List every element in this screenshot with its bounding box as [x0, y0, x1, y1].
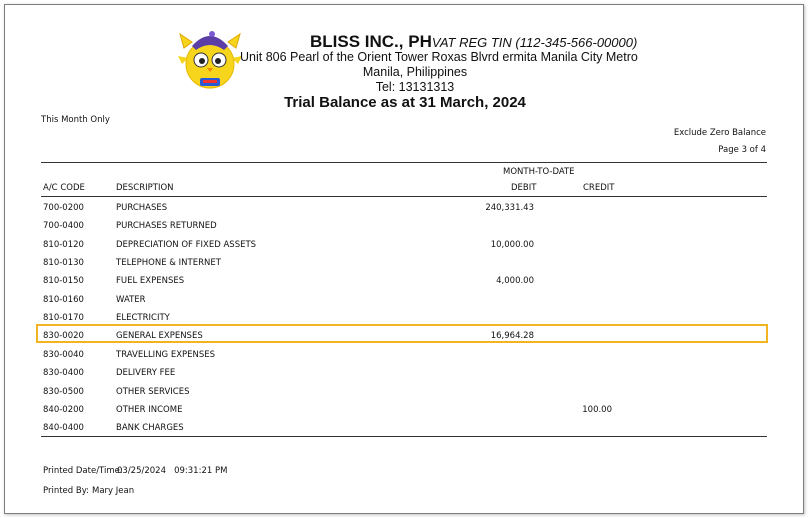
table-row: [41, 401, 767, 419]
col-header-credit: CREDIT: [583, 183, 615, 193]
debit-amount: 4,000.00: [496, 276, 534, 287]
account-code: 700-0400: [43, 221, 84, 232]
header-top-rule: [41, 162, 767, 163]
table-row: [41, 291, 767, 309]
account-description: TELEPHONE & INTERNET: [116, 258, 221, 269]
company-tel: Tel: 13131313: [375, 80, 455, 94]
account-description: PURCHASES RETURNED: [116, 221, 217, 232]
company-name: BLISS INC., PH: [310, 32, 432, 51]
table-bottom-rule: [41, 436, 767, 437]
table-row: [41, 272, 767, 290]
account-code: 830-0020: [43, 331, 84, 342]
account-code: 840-0200: [43, 404, 84, 415]
filter-note: Exclude Zero Balance: [673, 128, 766, 138]
company-header: [310, 32, 637, 52]
report-title: Trial Balance as at 31 March, 2024: [284, 94, 526, 111]
col-header-debit: DEBIT: [511, 183, 537, 193]
account-code: 830-0040: [43, 349, 84, 360]
vat-reg-tin: VAT REG TIN (112-345-566-00000): [431, 35, 638, 50]
account-description: ELECTRICITY: [116, 313, 170, 324]
table-row: [41, 419, 767, 437]
table-row: [41, 217, 767, 235]
account-code: 810-0160: [43, 294, 84, 305]
account-description: DEPRECIATION OF FIXED ASSETS: [116, 239, 257, 250]
account-code: 830-0400: [43, 368, 84, 379]
table-row: [41, 364, 767, 382]
table-row: [41, 346, 767, 364]
month-to-date-header: MONTH-TO-DATE: [503, 167, 575, 177]
account-description: FUEL EXPENSES: [116, 276, 185, 287]
company-address-line2: Manila, Philippines: [362, 65, 468, 79]
account-code: 810-0130: [43, 258, 84, 269]
highlighted-row-outline: [36, 324, 768, 343]
period-note: This Month Only: [41, 115, 110, 125]
company-address-line1: Unit 806 Pearl of the Orient Tower Roxas Blvrd ermita Manila City Metro: [240, 50, 638, 64]
table-row: [41, 199, 767, 217]
account-description: BANK CHARGES: [116, 423, 184, 434]
header-bottom-rule: [41, 196, 767, 197]
table-row: [41, 383, 767, 401]
account-description: TRAVELLING EXPENSES: [116, 349, 216, 360]
page-indicator: Page 3 of 4: [718, 145, 766, 155]
printed-by-value: Mary Jean: [92, 486, 135, 496]
account-description: OTHER INCOME: [116, 404, 183, 415]
account-description: GENERAL EXPENSES: [116, 331, 203, 342]
account-code: 830-0500: [43, 386, 84, 397]
credit-amount: 100.00: [582, 404, 612, 415]
printed-date-value: 03/25/2024 09:31:21 PM: [117, 466, 228, 476]
account-code: 810-0120: [43, 239, 84, 250]
col-header-code: A/C CODE: [43, 183, 85, 193]
printed-by-label: Printed By:: [43, 486, 89, 496]
account-code: 840-0400: [43, 423, 84, 434]
printed-date-label: Printed Date/Time:: [43, 466, 123, 476]
account-code: 700-0200: [43, 203, 84, 213]
table-row: [41, 254, 767, 272]
debit-amount: 16,964.28: [490, 331, 534, 342]
account-description: OTHER SERVICES: [116, 386, 190, 397]
account-code: 810-0170: [43, 313, 84, 324]
table-row: [41, 236, 767, 254]
debit-amount: 240,331.43: [485, 203, 534, 213]
col-header-description: DESCRIPTION: [116, 183, 174, 193]
account-code: 810-0150: [43, 276, 84, 287]
account-description: WATER: [116, 294, 146, 305]
mascot-logo: [178, 28, 242, 94]
account-description: PURCHASES: [116, 203, 168, 213]
account-description: DELIVERY FEE: [116, 368, 176, 379]
debit-amount: 10,000.00: [490, 239, 534, 250]
